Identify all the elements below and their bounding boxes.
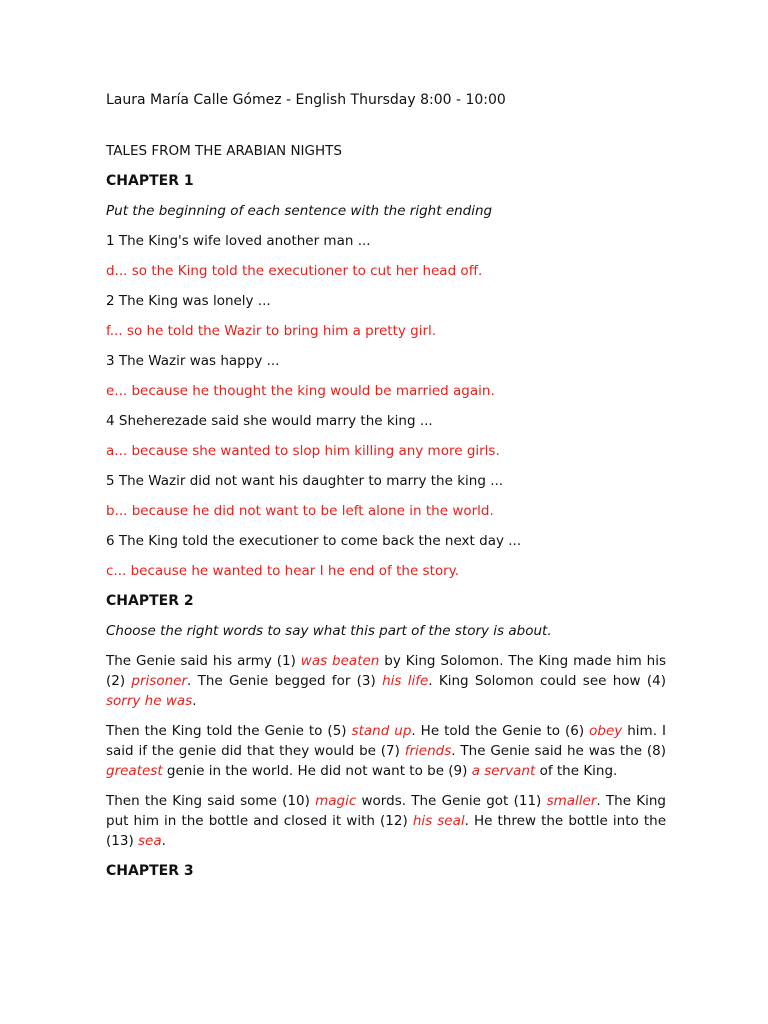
p2-text-3: him. I said if the genie did that they would be (7) [106,723,666,759]
chapter-1-prompt-6: 6 The King told the executioner to come back the next day ... [106,533,522,549]
p1-text-3: . The Genie begged for (3) [187,673,383,689]
chapter-2-paragraph-2 [106,721,666,781]
chapter-2-paragraph-3 [106,791,666,851]
p3-text-2: words. The Genie got (11) [356,793,547,809]
p2-text-2: . He told the Genie to (6) [411,723,590,739]
answer-12: his seal [412,813,465,829]
chapter-1-prompt-4: 4 Sheherezade said she would marry the king ... [106,413,433,429]
chapter-1-answer-3: e... because he thought the king would be married again. [106,383,495,399]
chapter-1-prompt-2: 2 The King was lonely ... [106,293,271,309]
chapter-1-heading: CHAPTER 1 [106,173,194,189]
p1-text-1: The Genie said his army (1) [106,653,301,669]
answer-1: was beaten [300,653,380,669]
chapter-2-paragraph-1 [106,651,666,711]
answer-11: smaller [546,793,597,809]
p3-text-4: . He threw the bottle into the (13) [106,813,666,849]
answer-5: stand up [351,723,412,739]
p3-text-1: Then the King said some (10) [106,793,316,809]
chapter-1-answer-2: f... so he told the Wazir to bring him a pretty girl. [106,323,437,339]
p2-text-5: genie in the world. He did not want to be (9) [162,763,472,779]
p1-text-5: . [192,693,197,709]
document-page [106,90,666,881]
p3-text-3: . The King put him in the bottle and closed it with (12) [106,793,667,829]
book-title: TALES FROM THE ARABIAN NIGHTS [106,143,342,159]
chapter-2-instruction: Choose the right words to say what this part of the story is about. [106,623,552,639]
p2-text-1: Then the King told the Genie to (5) [106,723,352,739]
p1-text-2: by King Solomon. The King made him his (2) [106,653,666,689]
chapter-1-instruction: Put the beginning of each sentence with the right ending [106,203,493,219]
chapter-1-prompt-3: 3 The Wazir was happy ... [106,353,280,369]
answer-13: sea [138,833,162,849]
p1-text-4: . King Solomon could see how (4) [428,673,666,689]
p3-text-5: . [161,833,166,849]
chapter-2-heading: CHAPTER 2 [106,593,194,609]
p2-text-6: of the King. [535,763,618,779]
chapter-1-prompt-1: 1 The King's wife loved another man ... [106,233,371,249]
p2-text-4: . The Genie said he was the (8) [451,743,666,759]
chapter-3-heading: CHAPTER 3 [106,863,194,879]
answer-4: sorry he was [106,693,193,709]
chapter-1-answer-5: b... because he did not want to be left alone in the world. [106,503,494,519]
chapter-1-answer-6: c... because he wanted to hear I he end of the story. [106,563,460,579]
answer-3: his life [382,673,429,689]
chapter-1-answer-4: a... because she wanted to slop him killing any more girls. [106,443,500,459]
answer-9: a servant [471,763,536,779]
chapter-1-prompt-5: 5 The Wazir did not want his daughter to marry the king ... [106,473,504,489]
answer-6: obey [589,723,623,739]
answer-10: magic [315,793,357,809]
chapter-1-answer-1: d... so the King told the executioner to cut her head off. [106,263,483,279]
header-title: Laura María Calle Gómez - English Thursday 8:00 - 10:00 [106,92,506,108]
answer-8: greatest [106,763,163,779]
answer-7: friends [404,743,452,759]
answer-2: prisoner [131,673,187,689]
